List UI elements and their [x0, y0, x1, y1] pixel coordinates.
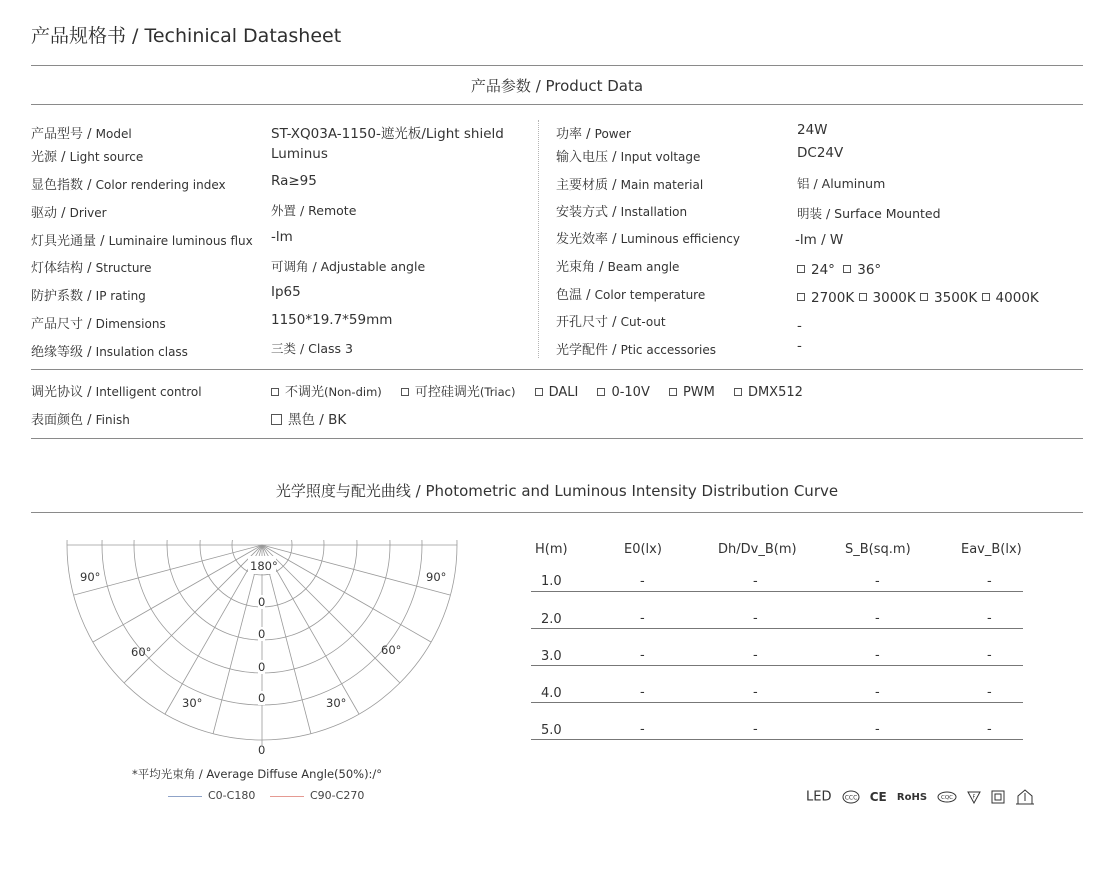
table-header-eav: Eav_B(lx): [961, 542, 1022, 557]
checkbox-icon: [859, 293, 867, 301]
radial-tick: 0: [258, 743, 266, 757]
spec-label-driver: 驱动 / Driver: [31, 206, 107, 221]
table-cell: -: [753, 611, 758, 626]
control-option-dali[interactable]: DALI: [535, 385, 579, 400]
radial-tick: 0: [258, 660, 266, 674]
spec-value-installation: 明装 / Surface Mounted: [797, 206, 941, 221]
led-text: LED: [806, 789, 832, 805]
spec-label-material: 主要材质 / Main material: [556, 178, 704, 193]
polar-label-90-left: 90°: [80, 570, 101, 584]
rohs-mark: RoHS: [896, 791, 928, 803]
divider: [31, 104, 1083, 105]
control-option-dmx512[interactable]: DMX512: [734, 385, 803, 400]
table-cell: -: [640, 722, 645, 737]
ccc-icon: [842, 790, 860, 804]
checkbox-icon: [843, 265, 851, 273]
polar-label-90-right: 90°: [426, 570, 447, 584]
cct-option[interactable]: 3500K: [920, 290, 977, 306]
spec-value-ip: Ip65: [271, 284, 301, 300]
table-cell: -: [753, 685, 758, 700]
control-option-triac[interactable]: 可控硅调光(Triac): [401, 381, 516, 400]
beam-option[interactable]: 24°: [797, 262, 835, 278]
spec-label-flux: 灯具光通量 / Luminaire luminous flux: [31, 234, 253, 249]
double-square-icon: [991, 790, 1005, 804]
table-header-height: H(m): [535, 542, 568, 557]
spec-label-cri: 显色指数 / Color rendering index: [31, 178, 226, 193]
finish-label: 表面颜色 / Finish: [31, 413, 130, 428]
checkbox-icon: [797, 293, 805, 301]
spec-label-insulation: 绝缘等级 / Insulation class: [31, 345, 188, 360]
row-divider: [531, 702, 1023, 703]
spec-label-power: 功率 / Power: [556, 127, 631, 142]
divider: [31, 65, 1083, 66]
ce-mark: CE: [869, 790, 887, 804]
control-options: [271, 381, 817, 400]
table-cell: -: [875, 574, 880, 589]
checkbox-icon: [401, 388, 409, 396]
spec-value-dimensions: 1150*19.7*59mm: [271, 312, 393, 328]
legend-item-c0: C0-C180: [168, 789, 255, 802]
divider: [31, 512, 1083, 513]
table-cell: -: [987, 648, 992, 663]
polar-label-30-left: 30°: [182, 696, 203, 710]
svg-text:F: F: [972, 794, 976, 800]
checkbox-icon: [734, 388, 742, 396]
column-separator: [538, 120, 539, 358]
table-cell: -: [875, 685, 880, 700]
row-divider: [531, 739, 1023, 740]
legend-swatch: [168, 796, 202, 797]
table-cell: 5.0: [541, 723, 562, 738]
checkbox-icon: [669, 388, 677, 396]
checkbox-icon: [271, 388, 279, 396]
table-cell: -: [640, 685, 645, 700]
radial-tick: 0: [258, 595, 266, 609]
radial-tick: 0: [258, 691, 266, 705]
spec-label-light-source: 光源 / Light source: [31, 150, 144, 165]
spec-value-structure: 可调角 / Adjustable angle: [271, 259, 426, 274]
spec-label-efficiency: 发光效率 / Luminous efficiency: [556, 232, 740, 247]
row-divider: [531, 628, 1023, 629]
table-cell: -: [753, 574, 758, 589]
spec-label-accessories: 光学配件 / Ptic accessories: [556, 343, 717, 358]
checkbox-icon: [982, 293, 990, 301]
table-cell: 1.0: [541, 574, 562, 589]
control-option-0-10v[interactable]: 0-10V: [597, 385, 649, 400]
checkbox-icon: [597, 388, 605, 396]
table-cell: -: [640, 574, 645, 589]
beam-angle-options: [797, 262, 881, 278]
spec-value-model: ST-XQ03A-1150-遮光板/Light shield: [271, 126, 504, 142]
svg-text:CCC: CCC: [844, 794, 857, 802]
spec-value-efficiency: -lm / W: [795, 232, 844, 248]
spec-value-accessories: -: [797, 338, 802, 354]
spec-label-voltage: 输入电压 / Input voltage: [556, 150, 701, 165]
product-data-title: 产品参数 / Product Data: [470, 77, 644, 95]
spec-label-installation: 安装方式 / Installation: [556, 205, 688, 220]
control-label: 调光协议 / Intelligent control: [31, 385, 202, 400]
table-cell: -: [987, 574, 992, 589]
table-cell: -: [875, 722, 880, 737]
polar-label-30-right: 30°: [326, 696, 347, 710]
table-cell: -: [987, 611, 992, 626]
table-cell: 3.0: [541, 649, 562, 664]
certification-marks: [806, 789, 1034, 805]
finish-option[interactable]: 黑色 / BK: [271, 408, 346, 428]
spec-label-beam-angle: 光束角 / Beam angle: [556, 260, 680, 275]
legend-item-c90: C90-C270: [270, 789, 364, 802]
spec-value-cri: Ra≥95: [271, 173, 317, 189]
spec-label-cutout: 开孔尺寸 / Cut-out: [556, 315, 666, 330]
table-cell: -: [875, 611, 880, 626]
checkbox-icon: [797, 265, 805, 273]
cqc-icon: [937, 791, 957, 803]
table-cell: -: [753, 648, 758, 663]
table-cell: -: [987, 722, 992, 737]
table-cell: 2.0: [541, 612, 562, 627]
legend-swatch: [270, 796, 304, 797]
spec-label-ip: 防护系数 / IP rating: [31, 289, 146, 304]
divider: [31, 369, 1083, 370]
polar-label-60-right: 60°: [381, 643, 402, 657]
spec-label-dimensions: 产品尺寸 / Dimensions: [31, 317, 166, 332]
table-cell: -: [753, 722, 758, 737]
spec-label-model: 产品型号 / Model: [31, 127, 132, 142]
table-header-e0: E0(lx): [624, 542, 662, 557]
cct-option[interactable]: 4000K: [982, 290, 1039, 306]
table-cell: 4.0: [541, 686, 562, 701]
beam-option[interactable]: 36°: [843, 262, 881, 278]
diffuse-angle-note: *平均光束角 / Average Diffuse Angle(50%):/°: [132, 767, 383, 781]
svg-text:CQC: CQC: [941, 795, 954, 801]
spec-value-material: 铝 / Aluminum: [797, 176, 886, 191]
table-cell: -: [987, 685, 992, 700]
spec-label-cct: 色温 / Color temperature: [556, 288, 706, 303]
checkbox-icon: [271, 414, 282, 425]
table-cell: -: [640, 648, 645, 663]
spec-value-insulation: 三类 / Class 3: [271, 341, 353, 356]
row-divider: [531, 665, 1023, 666]
control-option-pwm[interactable]: PWM: [669, 385, 715, 400]
polar-label-180: 180°: [250, 559, 278, 573]
photometric-title: 光学照度与配光曲线 / Photometric and Luminous Intensity Distribution Curve: [275, 482, 839, 500]
cct-option[interactable]: 2700K: [797, 290, 854, 306]
table-cell: -: [640, 611, 645, 626]
cct-option[interactable]: 3000K: [859, 290, 916, 306]
checkbox-icon: [920, 293, 928, 301]
checkbox-icon: [535, 388, 543, 396]
spec-value-flux: -lm: [271, 229, 293, 245]
control-option-non-dim[interactable]: 不调光(Non-dim): [271, 381, 382, 400]
polar-label-60-left: 60°: [131, 645, 152, 659]
row-divider: [531, 591, 1023, 592]
page-title: 产品规格书 / Techinical Datasheet: [31, 25, 342, 47]
radial-tick: 0: [258, 627, 266, 641]
spec-value-light-source: Luminus: [271, 146, 328, 162]
house-icon: [1016, 789, 1034, 805]
divider: [31, 438, 1083, 439]
cct-options: [797, 290, 1039, 306]
spec-value-cutout: -: [797, 318, 802, 334]
table-cell: -: [875, 648, 880, 663]
triangle-f-icon: [967, 791, 981, 804]
spec-label-structure: 灯体结构 / Structure: [31, 261, 152, 276]
table-header-dh-dv: Dh/Dv_B(m): [718, 542, 797, 557]
spec-value-power: 24W: [797, 122, 828, 138]
table-header-s-b: S_B(sq.m): [845, 542, 911, 557]
spec-value-voltage: DC24V: [797, 145, 844, 161]
spec-value-driver: 外置 / Remote: [271, 203, 357, 218]
